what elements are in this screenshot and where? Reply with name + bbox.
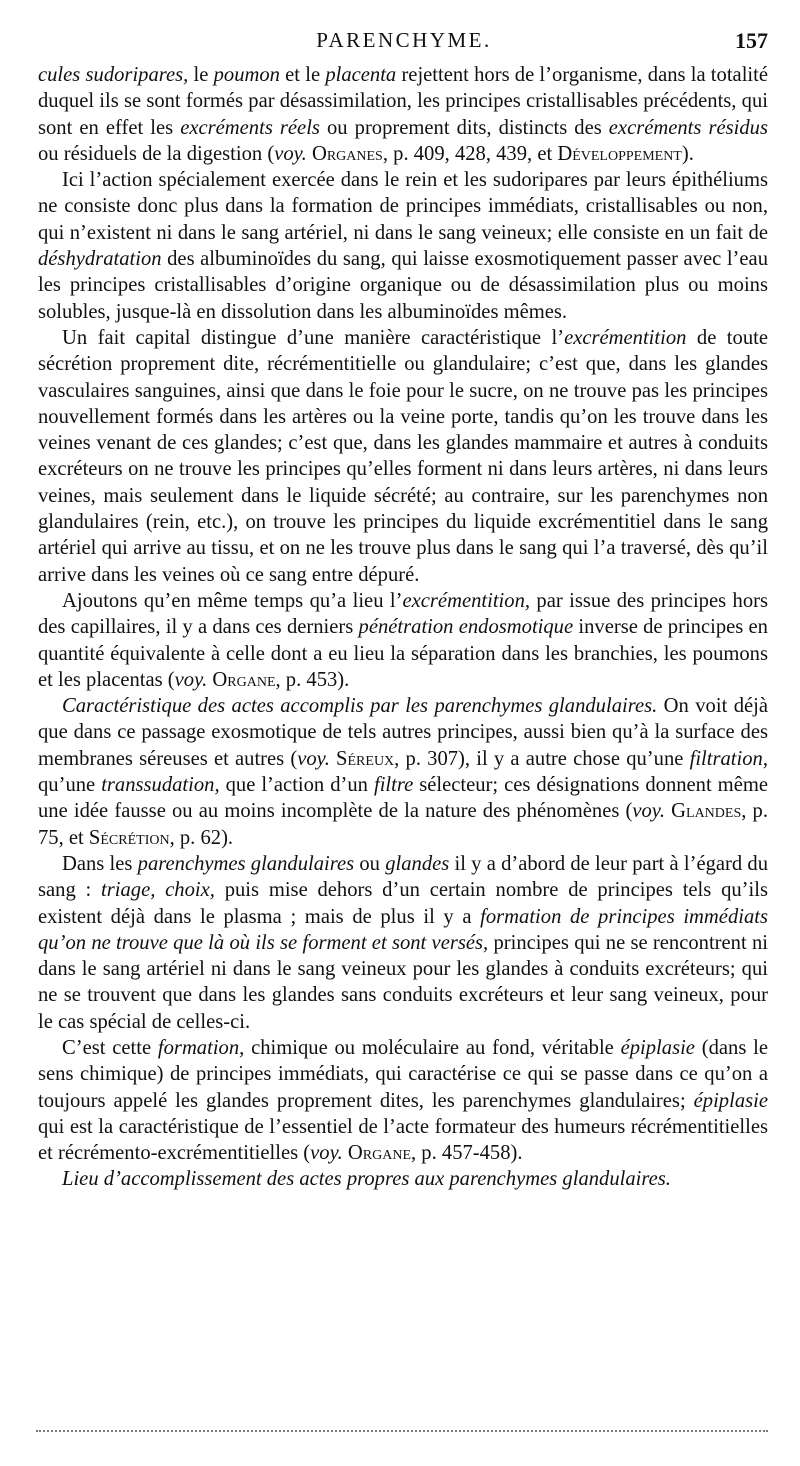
text-run: , p. 62). [169,826,234,849]
text-run: Sécrétion [88,826,170,849]
paragraph [38,62,768,167]
paragraph [38,325,768,588]
paragraph [38,167,768,325]
text-run: Ajoutons qu’en même temps qu’a lieu l’ [62,589,403,612]
text-run: formation, [157,1036,245,1059]
text-run: épiplasie [620,1036,695,1059]
text-run: pénétration endosmotique [358,616,574,639]
text-run: voy. [632,800,665,823]
text-run: Organes [311,142,383,165]
running-header [40,28,768,58]
text-run: triage, choix, [101,879,215,902]
text-run: sélecteur; ces désignations donnent même une idée fausse ou au moins incomplète de la nature des phénomènes ( [38,774,769,823]
text-run: excréments réels [180,116,320,139]
paragraph [38,851,768,1035]
text-run: épiplasie [693,1089,768,1112]
paragraph [38,1035,768,1166]
paragraph [38,1166,768,1192]
text-run: ). [681,142,694,165]
text-run: Glandes [671,800,742,823]
text-run: que l’action d’un [219,774,374,797]
text-run: , p. 453). [275,668,350,691]
text-run: (dans le sens chimique) de principes immédiats, qui caractérise ce qui se passe dans ce qu’on a toujours appelé les glandes proprement dites, les parenchymes glandulaires; [38,1036,768,1112]
text-run: Organe [212,668,276,691]
text-run: voy. [274,142,307,165]
text-run: excréments résidus [608,116,768,139]
text-run: Développement [557,142,682,165]
text-run: rejettent hors de l’organisme, dans la totalité duquel ils se sont formés par désassimilation, les principes cristallisables précédents, qui sont en effet les [38,64,768,139]
text-run: filtration, [689,747,768,770]
page-number: 157 [735,28,768,53]
text-run: Séreux [336,747,395,770]
text-run: transsudation, [101,774,220,797]
text-run: excrémentition, [402,589,531,612]
text-run: , p. 75, et [38,800,768,849]
text-run: parenchymes glandulaires [137,852,355,875]
text-run: placenta [325,64,397,86]
body-text [38,62,768,1193]
text-run: inverse de principes en quantité équivalente à celle dont a eu lieu la séparation dans les branchies, les poumons et les placentas ( [38,616,768,691]
text-run: ou résiduels de la digestion ( [38,142,275,165]
text-run: poumon [213,64,280,86]
text-run: qu’une [38,774,102,797]
text-run: de toute sécrétion proprement dite, récrémentitielle ou glandulaire; c’est que, dans les glandes vasculaires sanguines, ainsi que dans le foie pour le sucre, on ne trouve pas les principes nouvellement formés dans les artères ou la veine porte, tandis qu’on les trouve dans les veines venant de ces glandes; c’est que, dans les glandes mammaire et autres à conduits excréteurs on ne trouve les principes qu’elles forment ni dans leurs artères, ni dans leurs veines, mais seulement dans le liquide sécrété; au contraire, sur les parenchymes non glandulaires (rein, etc.), on trouve les principes du liquide excrémentitiel dans le sang artériel qui arrive au tissu, et on ne les trouve plus dans le sang qui l’a traversé, dès qu’il arrive dans les veines où ce sang entre dépuré. [38,326,768,586]
text-run: , p. 307), il y a autre chose qu’une [394,747,690,770]
footer-dotted-rule [36,1430,768,1432]
text-run: déshydratation [38,248,162,271]
text-run: Lieu d’accomplissement des actes propres aux parenchymes glandulaires. [62,1168,671,1191]
text-run: Ici l’action spécialement exercée dans le rein et les sudoripares par leurs épithéliums ne consiste donc plus dans la formation de principes immédiats, cristallisables ou non, qui n’existent ni dans le sang artériel, ni dans le sang veineux; elle consiste en un fait de [38,169,768,244]
text-run: formation de principes immédiats qu’on ne trouve que là où ils se forment et sont versés, [38,905,768,954]
text-run: par issue des principes hors des capillaires, il y a dans ces derniers [38,589,769,639]
text-run: , p. 409, 428, 439, et [382,142,558,165]
text-run: il y a d’abord de leur part à l’égard du sang : [38,852,769,902]
running-title: PARENCHYME. [316,28,492,52]
paragraph [38,588,768,693]
text-run: voy. [174,668,208,691]
text-run: glandes [385,852,450,875]
text-run: C’est cette [62,1036,158,1059]
text-run: voy. [310,1142,343,1165]
text-run: ou proprement dits, distincts des [319,116,609,139]
text-run: qui est la caractéristique de l’essentiel de l’acte formateur des humeurs récrémentitielles et récrémento-excrémentitielles ( [38,1115,768,1165]
paragraph [38,693,768,851]
text-run: cules sudoripares, [38,64,189,86]
text-run: des albuminoïdes du sang, qui laisse exosmotiquement passer avec l’eau les principes cristallisables d’origine organique ou de désassimilation plus ou moins solubles, jusque-là en dissolution dans les albuminoïdes mêmes. [38,248,768,323]
text-run: excrémentition [564,326,687,349]
text-run: chimique ou moléculaire au fond, véritable [244,1036,621,1059]
text-run: On voit déjà que dans ce passage exosmotique de tels autres principes, aussi bien qu’à la surface des membranes séreuses et autres ( [38,695,768,770]
text-run: Un fait capital distingue d’une manière caractéristique l’ [62,326,565,349]
text-run: Organe [347,1142,411,1165]
text-run: Dans les [62,852,138,875]
text-run: voy. [297,747,330,770]
text-run: Caractéristique des actes accomplis par les parenchymes glandulaires. [62,695,658,718]
text-run: et le [279,64,326,86]
text-run: ou [354,852,386,875]
text-run: , p. 457-458). [411,1142,523,1165]
text-run: puis mise dehors d’un certain nombre de principes tels qu’ils existent déjà dans le plasma ; mais de plus il y a [38,879,768,928]
text-run: principes qui ne se rencontrent ni dans le sang artériel ni dans le sang veineux pour les glandes à conduits excréteurs; qui ne se trouvent que dans les glandes sans conduits excréteurs et leur sang veineux, pour le cas spécial de celles-ci. [38,931,768,1033]
text-run: filtre [373,774,414,797]
text-run: le [188,64,214,86]
